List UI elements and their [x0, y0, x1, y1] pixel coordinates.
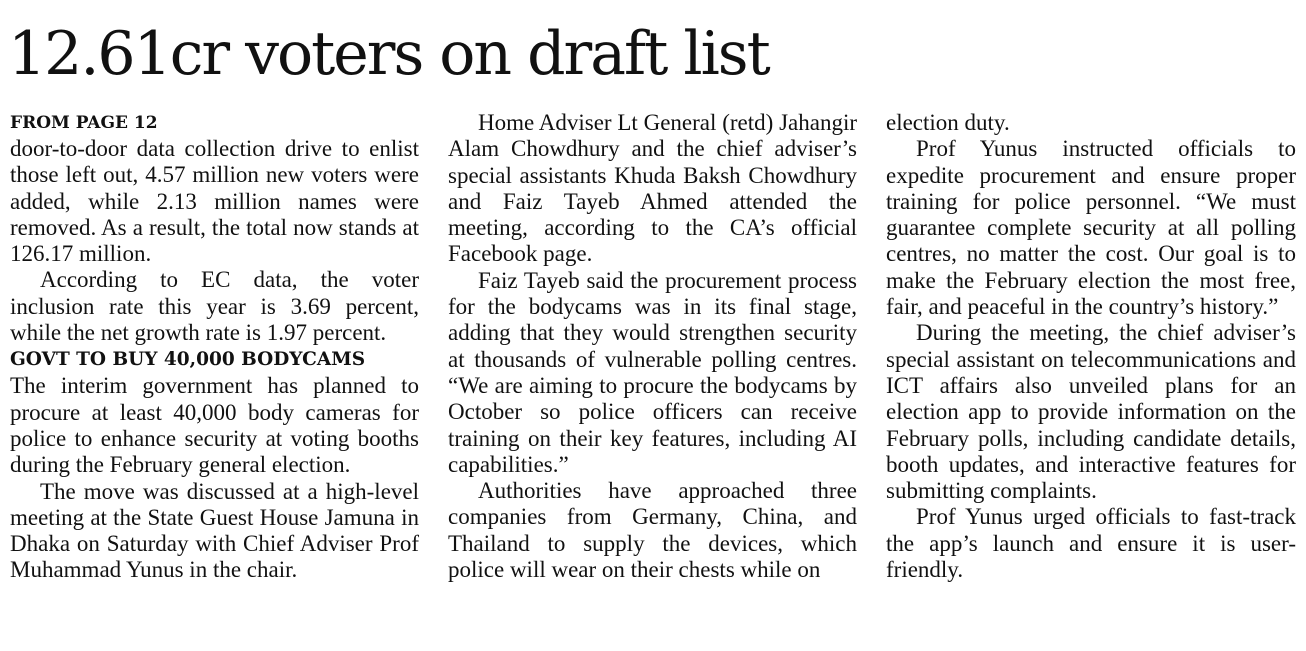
subheading: GOVT TO BUY 40,000 BODYCAMS: [10, 349, 366, 371]
paragraph: election duty.: [886, 110, 1010, 135]
paragraph: door-to-door data collection drive to enlist those left out, 4.57 million new voters were added, while 2.13 million names were removed. As a result, the total now stands at 126.17 million.: [10, 136, 419, 267]
article-column-2: [448, 110, 857, 583]
headline: 12.61cr voters on draft list: [8, 19, 769, 89]
article-column-3: [886, 110, 1296, 583]
continuation-kicker: FROM PAGE 12: [10, 113, 158, 133]
paragraph: Home Adviser Lt General (retd) Jahangir Alam Chowdhury and the chief adviser’s special assistants Khuda Baksh Chowdhury and Faiz Tayeb Ahmed attended the meeting, according to the CA’s official Facebook page.: [448, 110, 857, 267]
paragraph: Prof Yunus urged officials to fast-track the app’s launch and ensure it is user-friendly.: [886, 504, 1296, 583]
paragraph: Authorities have approached three companies from Germany, China, and Thailand to supply the devices, which police will wear on their chests while on: [448, 478, 857, 583]
paragraph: The interim government has planned to procure at least 40,000 body cameras for police to enhance security at voting booths during the February general election.: [10, 373, 419, 478]
paragraph: Prof Yunus instructed officials to expedite procurement and ensure proper training for police personnel. “We must guarantee complete security at all polling centres, no matter the cost. Our goal is to make the February election the most free, fair, and peaceful in the country’s history.”: [886, 136, 1296, 320]
paragraph: The move was discussed at a high-level meeting at the State Guest House Jamuna in Dhaka on Saturday with Chief Adviser Prof Muhammad Yunus in the chair.: [10, 478, 419, 583]
article-column-1: [10, 110, 419, 584]
paragraph: During the meeting, the chief adviser’s special assistant on telecommunications and ICT affairs also unveiled plans for an election app to provide information on the February polls, including candidate details, booth updates, and interactive features for submitting complaints.: [886, 320, 1296, 504]
paragraph: According to EC data, the voter inclusion rate this year is 3.69 percent, while the net growth rate is 1.97 percent.: [10, 267, 419, 346]
paragraph: Faiz Tayeb said the procurement process for the bodycams was in its final stage, adding that they would strengthen security at thousands of vulnerable polling centres. “We are aiming to procure the bodycams by October so police officers can receive training on their key features, including AI capabilities.”: [448, 267, 857, 477]
